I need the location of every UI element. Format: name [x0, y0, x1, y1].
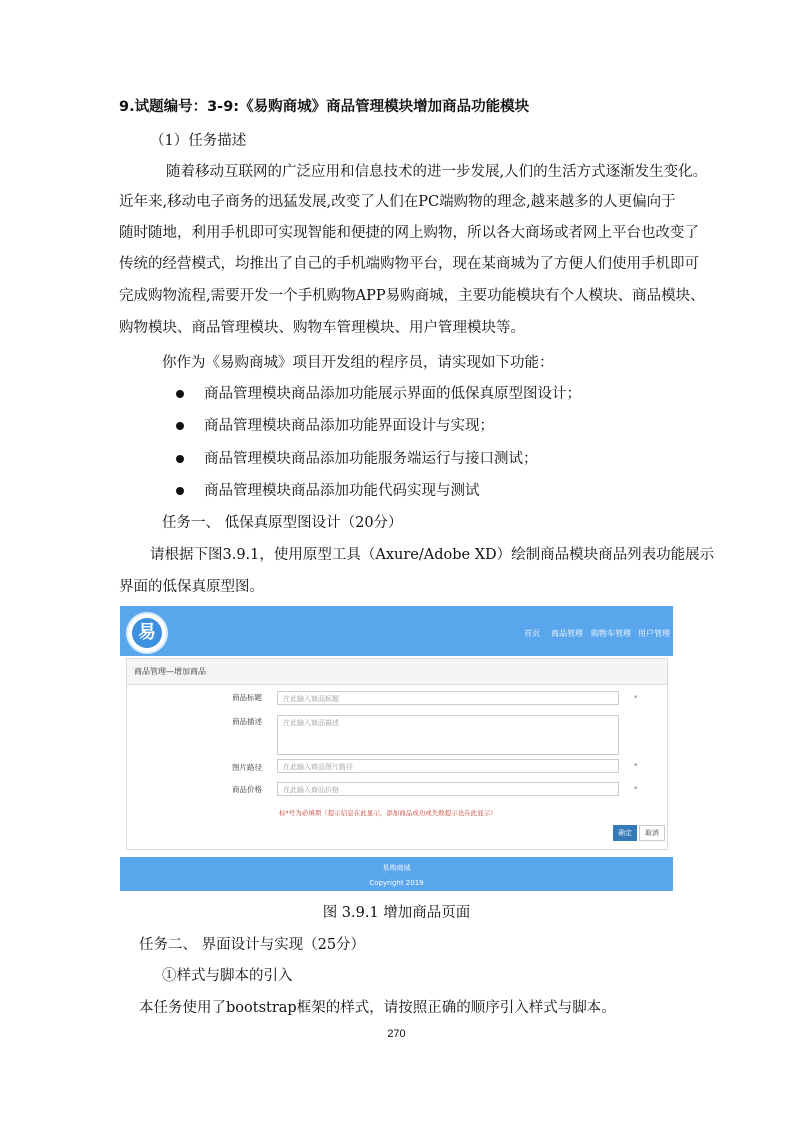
paragraph-line: 随时随地，利用手机即可实现智能和便捷的网上购物，所以各大商场或者网上平台也改变了: [119, 225, 699, 241]
hint-text: 标*号为必填项（提示信息在此显示，添加商品成功或失败提示也在此显示）: [279, 809, 497, 817]
figure-screenshot: [120, 606, 673, 891]
nav-home[interactable]: 首页: [524, 629, 540, 638]
bullet-icon: [176, 422, 184, 430]
paragraph-line: 传统的经营模式，均推出了自己的手机端购物平台，现在某商城为了方便人们使用手机即可: [119, 256, 699, 272]
logo-text: 易: [132, 618, 162, 648]
required-mark: *: [634, 785, 638, 793]
paragraph-line: 随着移动互联网的广泛应用和信息技术的进一步发展,人们的生活方式逐渐发生变化。: [166, 164, 708, 180]
page-number: 270: [387, 1028, 406, 1040]
subsection-title: （1）任务描述: [150, 133, 247, 149]
field-label: 商品标题: [232, 693, 262, 702]
description-textarea[interactable]: 在此输入商品描述: [277, 715, 619, 755]
paragraph-line: 你作为《易购商城》项目开发组的程序员，请实现如下功能：: [162, 355, 554, 371]
logo: [128, 614, 166, 652]
task-heading: 任务二、 界面设计与实现（25分）: [139, 937, 366, 953]
image-path-input[interactable]: 在此输入商品图片路径: [277, 759, 619, 773]
field-label: 图片路径: [232, 763, 262, 772]
app-header: [120, 606, 673, 656]
field-label: 商品价格: [232, 785, 262, 794]
bullet-icon: [176, 487, 184, 495]
bullet-item: 商品管理模块商品添加功能界面设计与实现；: [204, 418, 494, 434]
paragraph-line: 完成购物流程,需要开发一个手机购物APP易购商城，主要功能模块有个人模块、商品模块、: [119, 288, 705, 304]
field-label: 商品描述: [232, 717, 262, 726]
nav-cart-admin[interactable]: 购物车管理: [591, 629, 631, 638]
form-panel: [126, 658, 668, 850]
title-input[interactable]: 在此输入商品标题: [277, 691, 619, 705]
required-mark: *: [634, 694, 638, 702]
price-input[interactable]: 在此输入商品价格: [277, 782, 619, 796]
paragraph-line: 近年来,移动电子商务的迅猛发展,改变了人们在PC端购物的理念,越来越多的人更偏向于: [119, 194, 676, 210]
app-footer: [120, 857, 673, 891]
footer-copyright: Copyright 2019: [369, 879, 424, 887]
required-mark: *: [634, 762, 638, 770]
figure-caption: 图 3.9.1 增加商品页面: [322, 905, 471, 921]
footer-brand: 易购商城: [382, 864, 411, 872]
section-heading: 9.试题编号：3-9:《易购商城》商品管理模块增加商品功能模块: [119, 99, 530, 115]
panel-title: 商品管理—增加商品: [127, 659, 667, 685]
paragraph-line: 界面的低保真原型图。: [119, 579, 264, 595]
cancel-button[interactable]: 取消: [639, 825, 665, 841]
confirm-button[interactable]: 确定: [613, 825, 637, 841]
paragraph-line: 本任务使用了bootstrap框架的样式，请按照正确的顺序引入样式与脚本。: [139, 1000, 616, 1016]
bullet-icon: [176, 455, 184, 463]
task-heading: 任务一、 低保真原型图设计（20分）: [162, 515, 403, 531]
nav-user-admin[interactable]: 用户管理: [638, 629, 670, 638]
bullet-item: 商品管理模块商品添加功能展示界面的低保真原型图设计；: [204, 386, 581, 402]
nav-goods-admin[interactable]: 商品管理: [551, 629, 583, 638]
paragraph-line: 请根据下图3.9.1，使用原型工具（Axure/Adobe XD）绘制商品模块商品列表功能展示: [150, 547, 715, 563]
paragraph-line: 购物模块、商品管理模块、购物车管理模块、用户管理模块等。: [119, 320, 525, 336]
bullet-item: 商品管理模块商品添加功能服务端运行与接口测试；: [204, 451, 538, 467]
bullet-icon: [176, 390, 184, 398]
bullet-item: 商品管理模块商品添加功能代码实现与测试: [204, 483, 480, 499]
subsection-title: ①样式与脚本的引入: [162, 968, 293, 984]
